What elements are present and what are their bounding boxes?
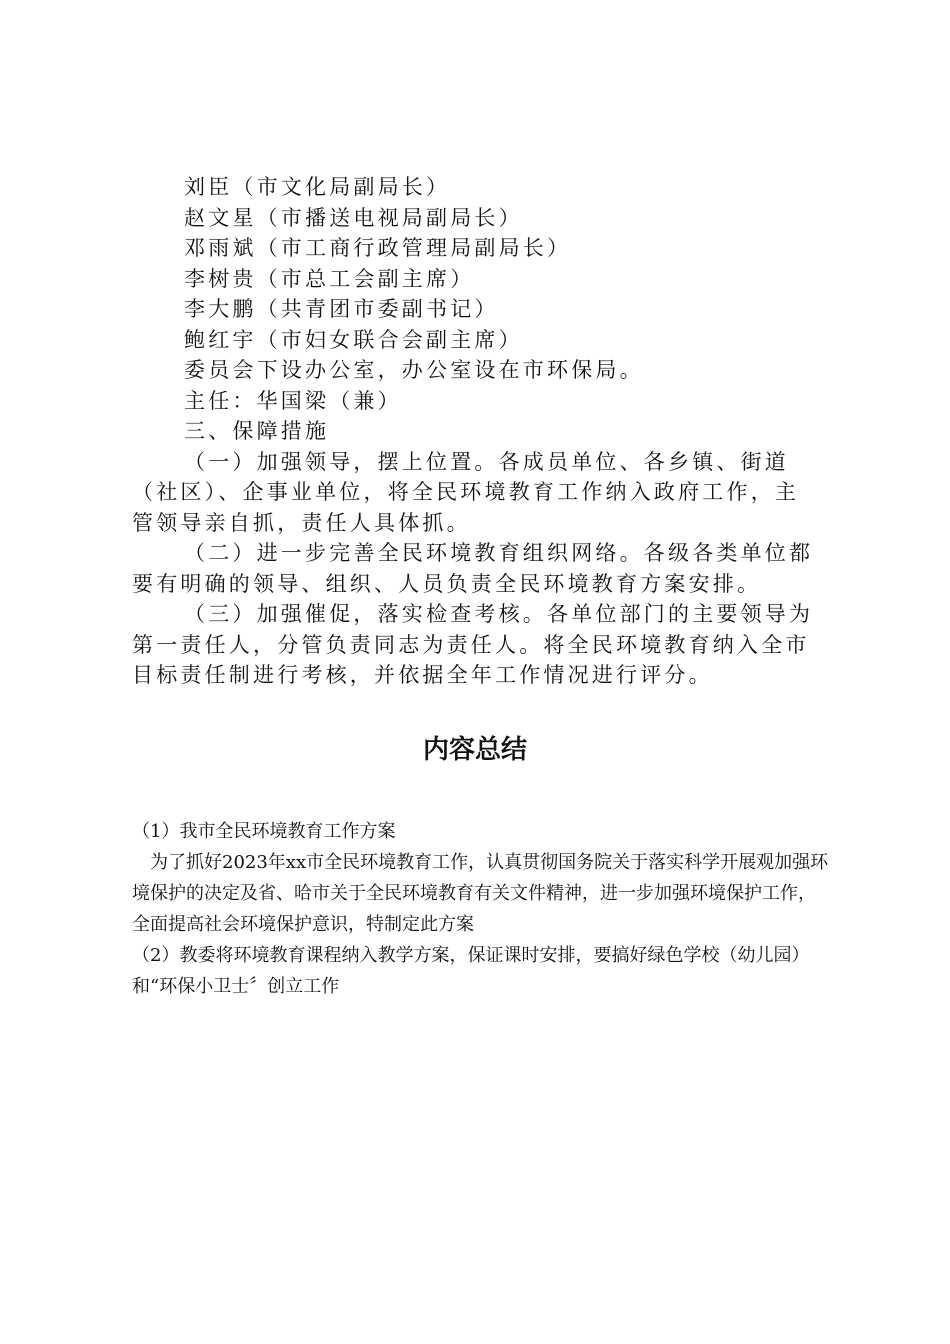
summary-section: [132, 816, 832, 1002]
section-heading: 三、保障措施: [184, 419, 330, 443]
member-line: 李大鹏（共青团市委副书记）: [184, 297, 499, 321]
summary-item: （1）我市全民环境教育工作方案: [132, 821, 396, 842]
member-line: 李树贵（市总工会副主席）: [184, 266, 475, 291]
document-body: [132, 172, 822, 691]
summary-item: （2）教委将环境教育课程纳入教学方案，保证课时安排，要搞好绿色学校（幼儿园）和“环保小卫士〞创立工作: [132, 945, 810, 997]
member-line: 邓雨斌（市工商行政管理局副局长）: [184, 236, 572, 260]
measure-paragraph: （二）进一步完善全民环境教育组织网络。各级各类单位都要有明确的领导、组织、人员负责全民环境教育方案安排。: [132, 541, 814, 596]
member-line: 鲍红宇（市妇女联合会副主席）: [184, 327, 523, 352]
office-note: 委员会下设办公室，办公室设在市环保局。: [184, 358, 644, 382]
measure-paragraph: （一）加强领导，摆上位置。各成员单位、各乡镇、街道（社区）、企事业单位，将全民环境教育工作纳入政府工作，主管领导亲自抓，责任人具体抓。: [132, 449, 800, 535]
office-director: 主任：华国梁（兼）: [184, 388, 402, 413]
member-line: 赵文星（市播送电视局副局长）: [184, 205, 523, 230]
summary-title: 内容总结: [422, 735, 527, 765]
summary-item: 为了抓好2023年xx市全民环境教育工作，认真贯彻国务院关于落实科学开展观加强环境保护的决定及省、哈市关于全民环境教育有关文件精神，进一步加强环境保护工作，全面提高社会环境保护意识，特制定此方案: [132, 852, 829, 935]
member-line: 刘臣（市文化局副局长）: [184, 175, 451, 199]
measure-paragraph: （三）加强催促，落实检查考核。各单位部门的主要领导为第一责任人，分管负责同志为责任人。将全民环境教育纳入全市目标责任制进行考核，并依据全年工作情况进行评分。: [132, 602, 814, 687]
